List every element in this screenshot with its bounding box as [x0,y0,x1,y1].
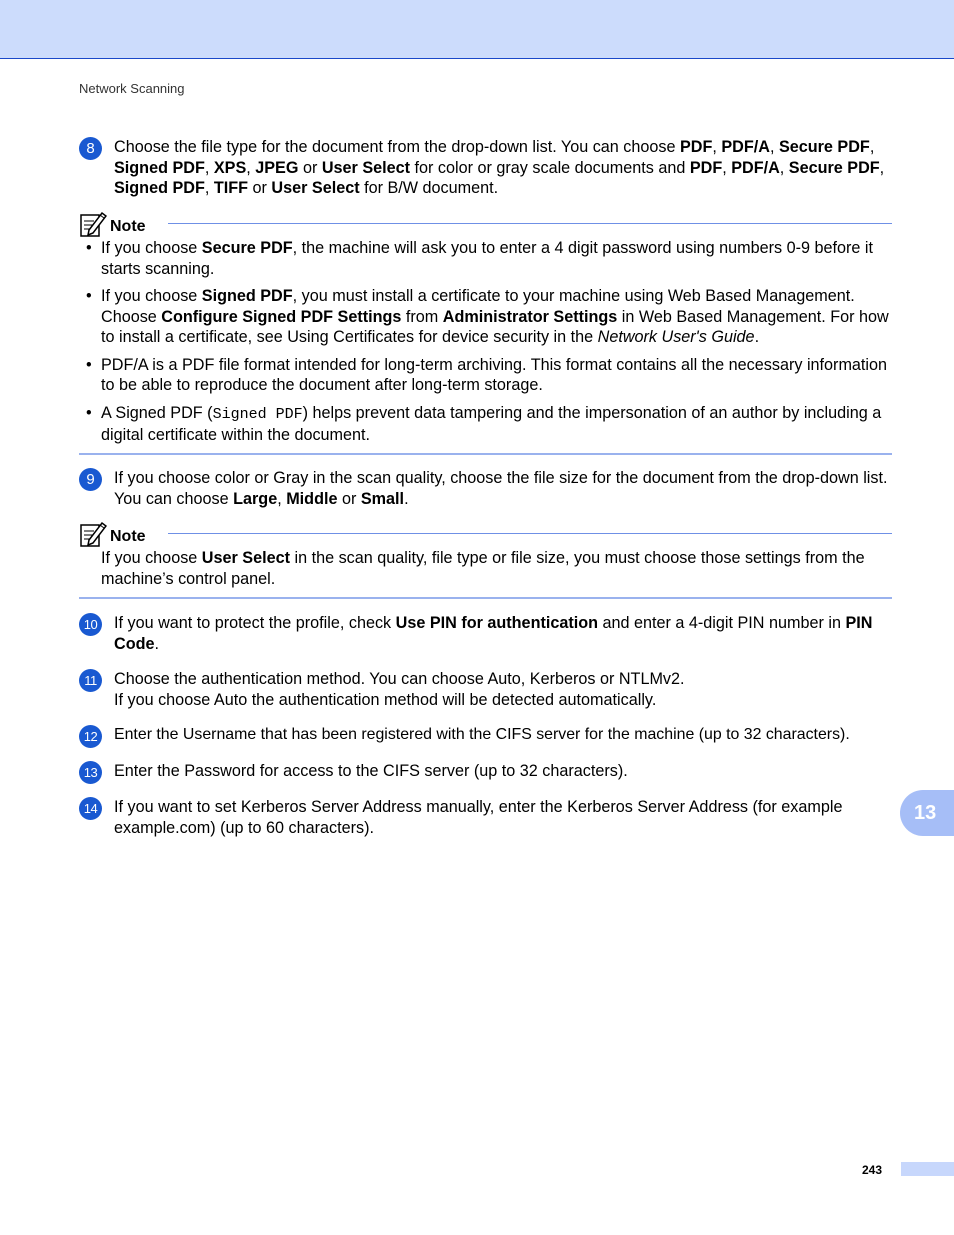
note-label: Note [110,218,146,235]
step-number-badge: 12 [79,725,102,748]
page-number-bar [901,1162,954,1176]
step-text: Enter the Username that has been registered with the CIFS server for the machine (up to 32 characters). [114,726,850,743]
step-9 [79,468,894,509]
note-rule-bottom [79,453,892,455]
step-text: Choose the authentication method. You can choose Auto, Kerberos or NTLMv2. If you choose Auto the authentication method will be detected automatically. [114,670,685,709]
note-label: Note [110,528,146,545]
step-text: If you want to protect the profile, check Use PIN for authentication and enter a 4-digit PIN number in PIN Code. [114,614,873,653]
note-rule [168,223,892,224]
step-10 [79,613,894,654]
note-rule-bottom [79,597,892,599]
step-11 [79,669,894,710]
section-title: Network Scanning [79,81,185,96]
note-pencil-icon [79,210,107,238]
page-number: 243 [862,1163,883,1177]
list-item: • If you choose Signed PDF, you must install a certificate to your machine using Web Based Management. Choose Configure Signed PDF Settings from Administrator Settings in Web Based Management. For how to install a certificate, see Using Certificates for device security in the Network User's Guide. [79,286,892,348]
chapter-tab: 13 [900,790,954,836]
list-item: • If you choose Secure PDF, the machine will ask you to enter a 4 digit password using numbers 0-9 before it starts scanning. [79,238,892,279]
note-box [79,212,892,455]
step-12 [79,725,894,746]
step-number-badge: 13 [79,761,102,784]
step-number-badge: 8 [79,137,102,160]
step-text: Enter the Password for access to the CIFS server (up to 32 characters). [114,762,628,780]
note-bullet-list [79,238,892,446]
list-item: • A Signed PDF (Signed PDF) helps prevent data tampering and the impersonation of an author by including a digital certificate within the document. [79,403,892,446]
step-text: If you choose color or Gray in the scan quality, choose the file size for the document from the drop-down list. You can choose Large, Middle or Small. [114,469,888,508]
note-pencil-icon [79,520,107,548]
step-14 [79,797,894,838]
step-text: Choose the file type for the document from the drop-down list. You can choose PDF, PDF/A, Secure PDF, Signed PDF, XPS, JPEG or User Select for color or gray scale documents and PDF, PDF/A, Secure PDF, Signed PDF, TIFF or User Select for B/W document. [114,138,885,197]
step-13 [79,761,894,782]
note-box [79,522,892,599]
step-text: If you want to set Kerberos Server Address manually, enter the Kerberos Server Address (for example example.com) (up to 60 characters). [114,798,843,837]
step-8 [79,137,894,199]
note-rule [168,533,892,534]
step-number-badge: 9 [79,468,102,491]
note-text: If you choose User Select in the scan quality, file type or file size, you must choose those settings from the machine’s control panel. [101,549,865,588]
step-number-badge: 10 [79,613,102,636]
list-item: • PDF/A is a PDF file format intended for long-term archiving. This format contains all the necessary information to be able to reproduce the document after long-term storage. [79,355,892,396]
step-number-badge: 11 [79,669,102,692]
header-band [0,0,954,59]
step-number-badge: 14 [79,797,102,820]
